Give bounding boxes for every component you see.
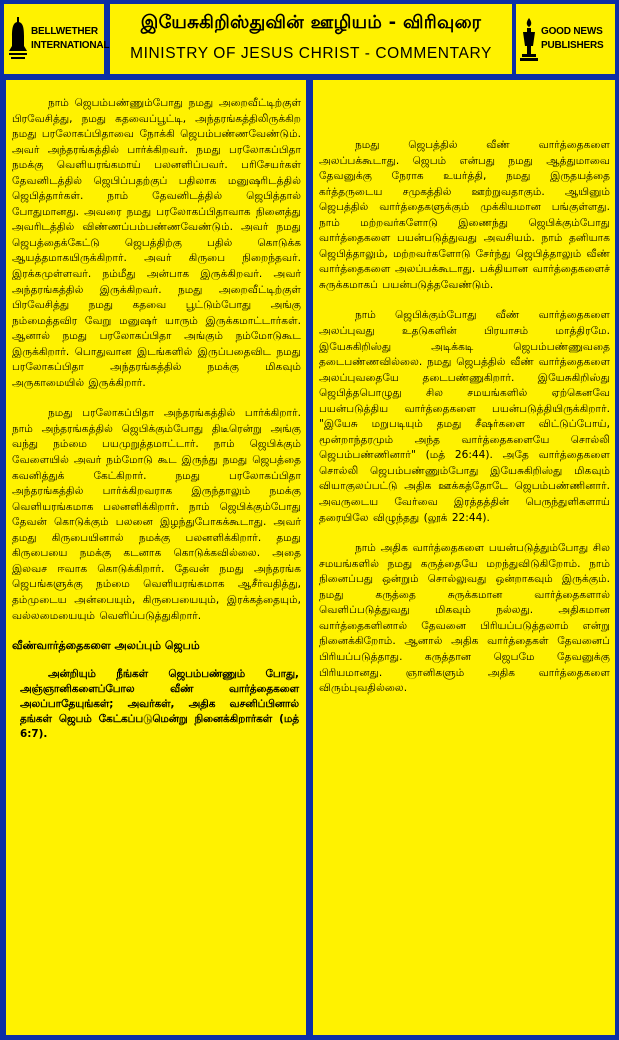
- page-title-english: MINISTRY OF JESUS CHRIST - COMMENTARY: [130, 45, 492, 62]
- paragraph: நமது ஜெபத்தில் வீண் வார்த்தைகளை அலப்பக்கூடாது. ஜெபம் என்பது நமது ஆத்துமாவை தேவனுக்கு நேராக உயர்த்தி, நமது இருதயத்தை கர்த்தருடைய சமுகத்தில் ஊற்றுவதாகும். ஆயினும் ஜெபத்தில் வார்த்தைகளுக்கும் முக்கியமான பங்குள்ளது. நாம் மற்றவர்களோடு இணைந்து ஜெபிக்கும்போது வார்த்தைகளை பயன்படுத்துவது அவசியம். நாம் தனியாக ஜெபித்தாலும், மற்றவர்களோடு சேர்ந்து ஜெபித்தாலும் வீண் வார்த்தைகளை அலப்பக்கூடாது. பக்தியான வார்த்தைகளைச் சுருக்கமாகப் பயன்படுத்தவேண்டும்.: [319, 139, 610, 291]
- paragraph: நாம் ஜெபிக்கும்போது வீண் வார்த்தைகளை அலப்புவது உதடுகளின் பிரயாசம் மாத்திரமே. இயேசுகிறிஸ்து அடிக்கடி ஜெபம்பண்ணுவதை தடைபண்ணவில்லை. நமது ஜெபத்தில் வீண் வார்த்தைகளை அலப்புவதையே தடைபண்ணுகிறார். இயேசுகிறிஸ்து ஜெபித்தபொழுது சில சமயங்களில் ஏற்கெனவே பயன்படுத்திய வார்த்தைகளை பயன்படுத்தியிருக்கிறார். "இயேசு மறுபடியும் தமது சீஷர்களை விட்டுப்போய், மூன்றாந்தரமும் அந்த வார்த்தைகளையே சொல்லி ஜெபம்பண்ணினார்" (மத் 26:44). அதே வார்த்தைகளை சொல்லி ஜெபம்பண்ணும்போது இயேசுகிறிஸ்து மிகவும் வியாகுலப்பட்டு அதிக ஊக்கத்தோடே ஜெபம்பண்ணினார். அவருடைய வேர்வை இரத்தத்தின் பெருந்துளிகளாய் தரையிலே விழுந்தது (லூக் 22:44).: [319, 309, 610, 524]
- bellwether-logo-line1: BELLWETHER: [31, 26, 98, 37]
- lamp-icon: [520, 16, 538, 62]
- page-header: [110, 4, 512, 74]
- scripture-quote: அன்றியும் நீங்கள் ஜெபம்பண்ணும் போது, அஞ்ஞானிகளைப்போல வீண் வார்த்தைகளை அலப்பாதேயுங்கள்; அவர்கள், அதிக வசனிப்பினால் தங்கள் ஜெபம் கேட்கப்படுமென்று நினைக்கிறார்கள் (மத் 6:7).: [20, 668, 299, 741]
- good-news-logo-line1: GOOD NEWS: [541, 26, 603, 37]
- paragraph: நாம் அதிக வார்த்தைகளை பயன்படுத்தும்போது சில சமயங்களில் நமது கருத்தையே மறந்துவிடுகிறோம். நாம் நினைப்பது ஒன்றும் சொல்லுவது ஒன்றாகவும் இருக்கும். நமது கருத்தை சுருக்கமான வார்த்தைகளால் வெளிப்படுத்துவது மிகவும் நல்லது. அதிகமான வார்த்தைகளினால் தேவனை பிரியப்படுத்தலாம் என்று நினைக்கிறோம். ஆனால் அதிக வார்த்தைகள் தேவனைப் பிரியப்படுத்தாது. கருத்தான ஜெபமே தேவனுக்கு பிரியமானது. ஞானிகளும் அதிக வார்த்தைகளை விரும்புவதில்லை.: [319, 542, 610, 695]
- left-column: [6, 80, 306, 1035]
- good-news-logo-panel: [516, 4, 615, 74]
- paragraph: நமது பரலோகப்பிதா அந்தரங்கத்தில் பார்க்கிறார். நாம் அந்தரங்கத்தில் ஜெபிக்கும்போது திடீரென்று அங்கு வந்து நம்மை பயமுறுத்தமாட்டார். நாம் ஜெபிக்கும் வேளையில் அவர் நம்மோடு கூட இருந்து நமது ஜெபத்தை கவனித்துக் கேட்கிறார். நமது பரலோகப்பிதா அந்தரங்கத்தில் பார்க்கிறவராக இருந்தாலும் நமக்கு வெளியரங்கமாக பலனளிக்கிறார். நாம் ஜெபிக்கும்போது தேவன் கொடுக்கும் பலனை இழந்துபோகக்கூடாது. அவர் தமது கிருபையினால் நமக்கு பலனளிக்கிறார். தமது கிருபையை நமக்கு கடனாக கொடுக்கவில்லை. அதை இலவச ஈவாக கொடுக்கிறார். தேவன் நமது அந்தரங்க ஜெபங்களுக்கு நம்மை வெளியரங்கமாக ஆசீர்வதித்து, தம்முடைய அன்பையும், கிருபையையும், இரக்கத்தையும், வல்லமையையும் வெளிப்படுத்துகிறார்.: [12, 407, 301, 622]
- paragraph: நாம் ஜெபம்பண்ணும்போது நமது அறைவீட்டிற்குள் பிரவேசித்து, நமது கதவைப்பூட்டி, அந்தரங்கத்திலிருக்கிற நமது பரலோகப்பிதாவை நோக்கி ஜெபம்பண்ணவேண்டும். அவர் அந்தரங்கத்தில் பார்க்கிறவர். நமது பரலோகப்பிதா நமக்கு வெளியரங்கமாய் பலனளிப்பவர். பரிசேயர்கள் தேவனிடத்தில் ஜெபிப்பதற்குப் பதிலாக மனுஷரிடத்தில் ஜெபித்தார்கள். நாம் தேவனிடத்தில் ஜெபித்தால் போதுமானது. அவரை நமது பரலோகப்பிதாவாக நினைத்து அவரிடத்தில் விண்ணப்பம்பண்ணவேண்டும். அவர் நமது ஜெபத்தைக்கேட்டு ஜெபத்திற்கு பதில் கொடுக்க ஆயத்தமாகயிருக்கிறார். அவர் கிருபை நிறைந்தவர். இரக்கமுள்ளவர். நம்மீது அன்பாக இருக்கிறவர். அவர் அந்தரங்கத்தில் இருக்கிறவர். நமது அறைவீட்டிற்குள் பிரவேசித்து நமது கதவை பூட்டும்போது அங்கு நம்மைத்தவிர வேறு மனுஷர் யாரும் இருக்கமாட்டார்கள். ஆனால் நமது பரலோகப்பிதா அங்கும் நம்மோடுகூட இருக்கிறார். பொதுவான இடங்களில் இருப்பதைவிட நமது பரலோகப்பிதா அந்தரங்கத்தில் நமக்கு மிகவும் அருகாமையில் இருக்கிறார்.: [12, 97, 301, 389]
- bell-icon: [8, 16, 28, 62]
- right-column: [313, 80, 615, 1035]
- section-subheading: வீண்வார்த்தைகளை அலப்பும் ஜெபம்: [12, 639, 200, 653]
- page-title-tamil: இயேசுகிறிஸ்துவின் ஊழியம் - விரிவுரை: [140, 12, 482, 33]
- bellwether-logo-line2: INTERNATIONAL: [31, 40, 110, 51]
- good-news-logo-line2: PUBLISHERS: [541, 40, 604, 51]
- bellwether-logo-panel: [4, 4, 110, 74]
